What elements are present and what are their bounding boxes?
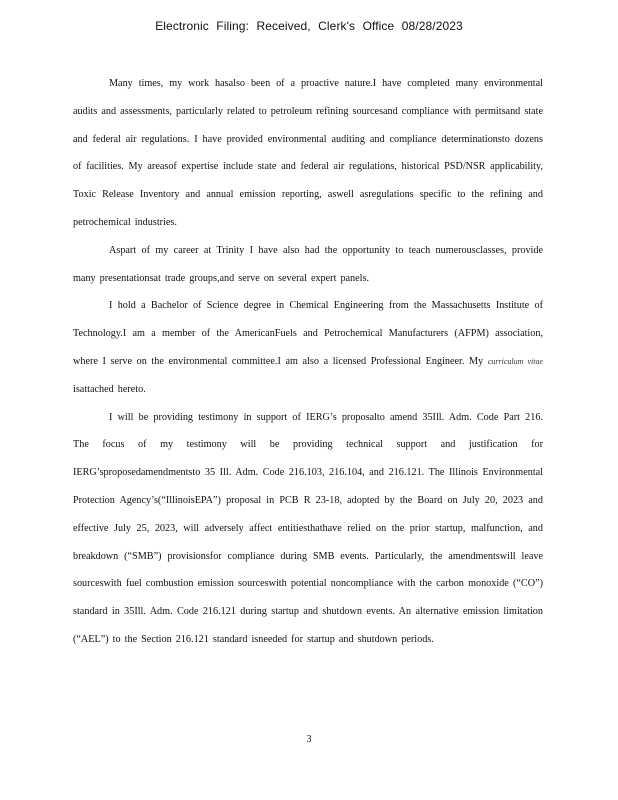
document-body: [73, 70, 543, 654]
attached-text: isattached hereto.: [73, 383, 146, 395]
paragraph-teaching: Aspart of my career at Trinity I have also had the opportunity to teach numerousclasses, provide many presentationsat trade groups,and serve on several expert panels.: [73, 244, 543, 284]
paragraph-proactive-work: Many times, my work hasalso been of a proactive nature.I have completed many environmental audits and assessments, particularly related to petroleum refining sourcesand compliance with permitsand state and federal air regulations. I have provided environmental auditing and compliance determinationsto dozens of facilities. My areasof expertise include state and federal air regulations, historical PSD/NSR applicability, Toxic Release Inventory and annual emission reporting, aswell asregulations specific to the refining and petrochemical industries.: [73, 78, 543, 228]
education-text: I hold a Bachelor of Science degree in Chemical Engineering from the Massachusetts Institute of Technology.I am a member of the AmericanFuels and Petrochemical Manufacturers (AFPM) association, where I serve on the environmental committee.I am also a licensed Professional Engineer. My: [73, 300, 543, 367]
paragraph-education: [73, 292, 543, 403]
filing-header: Electronic Filing: Received, Clerk's Office 08/28/2023: [155, 19, 463, 33]
page-number: 3: [306, 734, 312, 745]
paragraph-testimony-purpose: I will be providing testimony in support of IERG’s proposalto amend 35Ill. Adm. Code Part 216. The focus of my testimony will be providing technical support and justification for IERG’sproposedamendmentsto 35 Ill. Adm. Code 216.103, 216.104, and 216.121. The Illinois Environmental Protection Agency’s(“IllinoisEPA”) proposal in PCB R 23-18, adopted by the Board on July 20, 2023 and effective July 25, 2023, will adversely affect entitiesthathave relied on the prior startup, malfunction, and breakdown (“SMB”) provisionsfor compliance during SMB events. Particularly, the amendmentswill leave sourceswith fuel combustion emission sourceswith potential noncompliance with the carbon monoxide (“CO”) standard in 35Ill. Adm. Code 216.121 during startup and shutdown events. An alternative emission limitation (“AEL”) to the Section 216.121 standard isneeded for startup and shutdown periods.: [73, 411, 543, 645]
curriculum-vitae-text: curriculum vitae: [487, 356, 544, 366]
